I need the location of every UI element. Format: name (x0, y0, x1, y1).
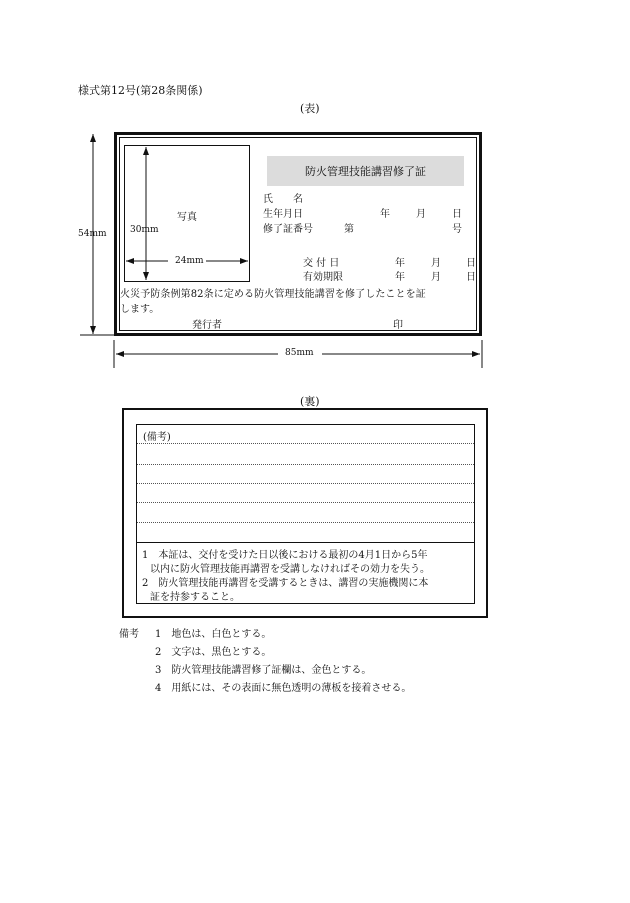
width-dimension-label: 85mm (285, 348, 314, 358)
issue-day: 日 (466, 258, 476, 269)
remarks-line (137, 464, 474, 465)
seal-label: 印 (393, 320, 403, 331)
valid-until-label: 有効期限 (303, 272, 343, 283)
valid-year: 年 (395, 272, 405, 283)
notes-label: 備考 (119, 629, 139, 640)
remarks-line (137, 443, 474, 444)
valid-month: 月 (431, 272, 441, 283)
remarks-line (137, 483, 474, 484)
note-item: 3 防火管理技能講習修了証欄は、金色とする。 (155, 665, 372, 676)
back-note-2-line-2: 証を持参すること。 (150, 592, 240, 603)
birth-label: 生年月日 (263, 209, 303, 220)
back-note-1-line-2: 以内に防火管理技能再講習を受講しなければその効力を失う。 (150, 564, 430, 575)
note-item: 2 文字は、黒色とする。 (155, 647, 272, 658)
issue-date-label: 交 付 日 (303, 258, 340, 269)
issue-year: 年 (395, 258, 405, 269)
height-arrow-bottom (90, 326, 96, 334)
cert-number-label: 修了証番号 (263, 224, 313, 235)
note-item: 4 用紙には、その表面に無色透明の薄板を接着させる。 (155, 683, 412, 694)
remarks-line (137, 522, 474, 523)
width-arrow-left-head (116, 351, 124, 357)
width-arrow-right-head (472, 351, 480, 357)
photo-height-label: 30mm (130, 225, 159, 235)
valid-day: 日 (466, 272, 476, 283)
photo-label: 写真 (177, 212, 197, 223)
back-label: (裏) (300, 395, 320, 408)
back-note-1-line-1: 1 本証は、交付を受けた日以後における最初の4月1日から5年 (142, 550, 428, 561)
name-label: 氏 名 (263, 194, 303, 205)
remarks-divider (137, 542, 474, 543)
cert-number-suffix: 号 (452, 224, 462, 235)
front-label: (表) (300, 102, 320, 115)
statement-line-2: します。 (120, 304, 160, 315)
certificate-title: 防火管理技能講習修了証 (305, 165, 426, 178)
issue-month: 月 (431, 258, 441, 269)
remarks-line (137, 502, 474, 503)
birth-day: 日 (452, 209, 462, 220)
issuer-label: 発行者 (192, 320, 222, 331)
certificate-title-band (267, 156, 464, 186)
cert-number-prefix: 第 (344, 224, 354, 235)
form-number: 様式第12号(第28条関係) (78, 84, 203, 97)
height-arrow-top (90, 134, 96, 142)
height-dimension-label: 54mm (78, 229, 107, 239)
photo-width-label: 24mm (175, 256, 204, 266)
birth-year: 年 (380, 209, 390, 220)
remarks-table (136, 424, 475, 604)
note-item: 1 地色は、白色とする。 (155, 629, 272, 640)
back-note-2-line-1: 2 防火管理技能再講習を受講するときは、講習の実施機関に本 (142, 578, 429, 589)
remarks-header: (備考) (143, 432, 171, 443)
birth-month: 月 (416, 209, 426, 220)
statement-line-1: 火災予防条例第82条に定める防火管理技能講習を修了したことを証 (120, 289, 426, 300)
